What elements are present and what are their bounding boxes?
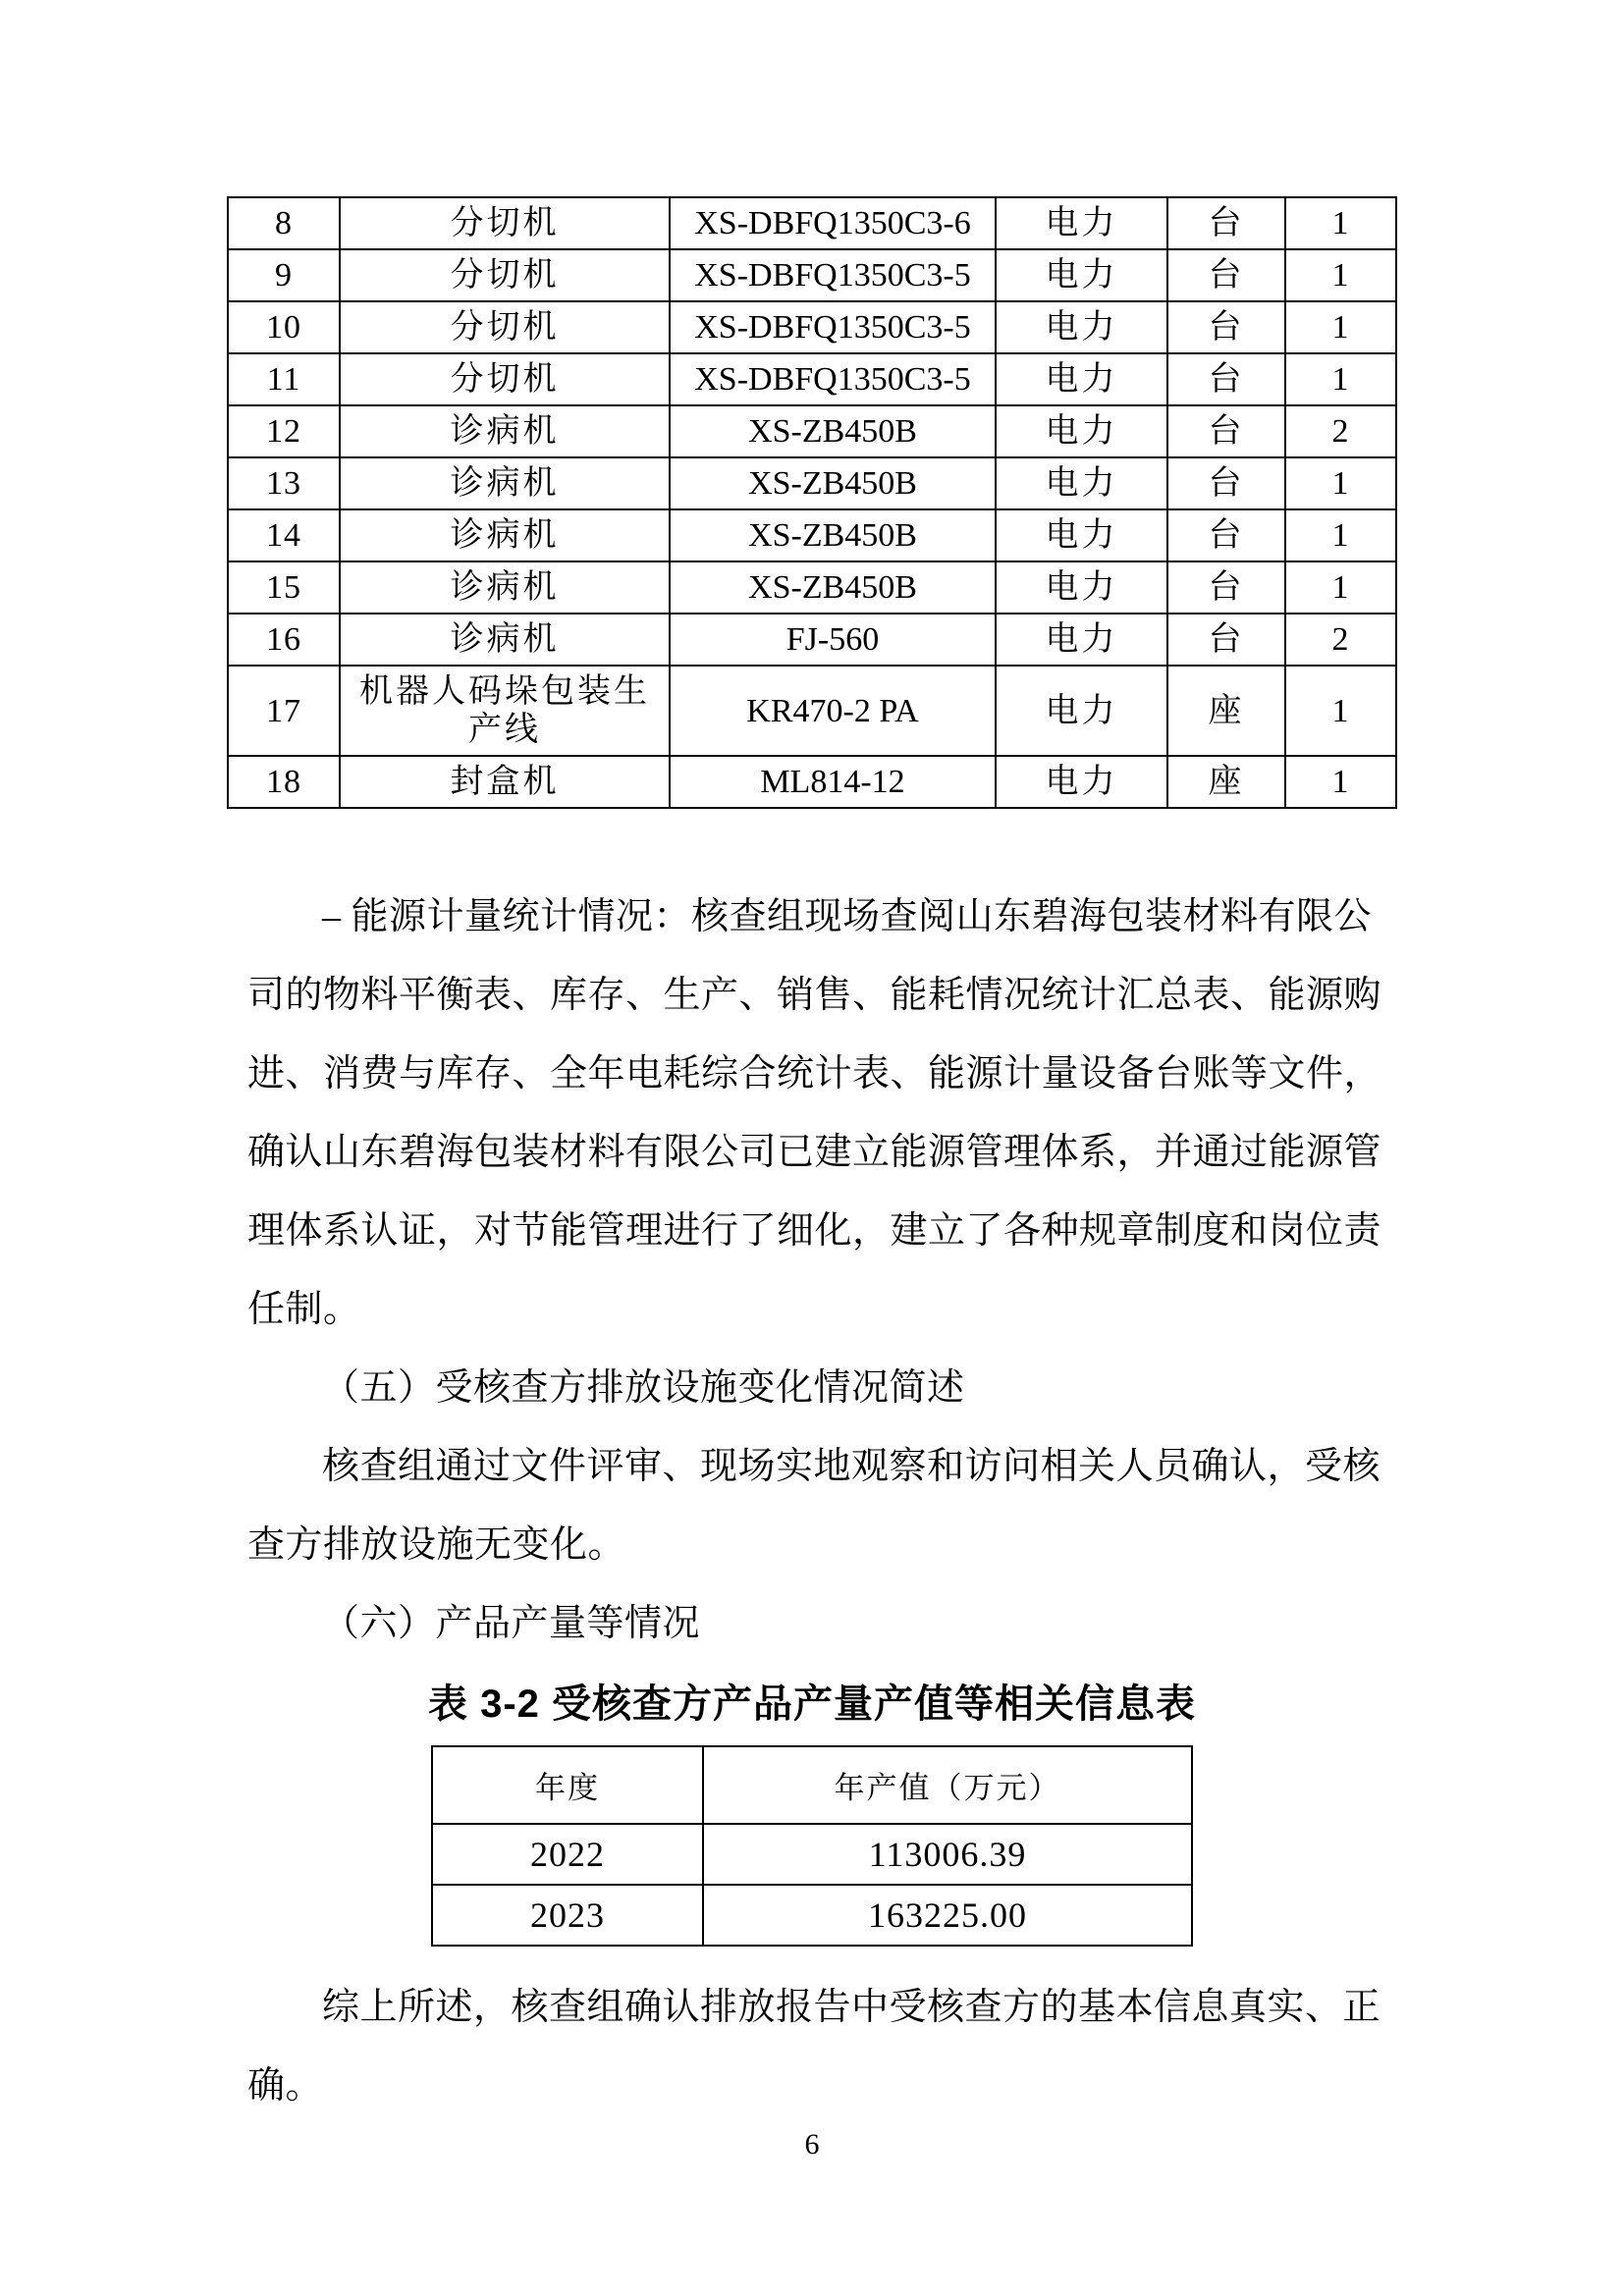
cell-equipment-name: 诊病机	[340, 509, 670, 561]
cell-output-value: 113006.39	[703, 1824, 1192, 1885]
cell-equipment-name: 分切机	[340, 249, 670, 301]
cell-model: XS-ZB450B	[670, 457, 996, 509]
table32-title: 表 3-2 受核查方产品产量产值等相关信息表	[427, 1682, 1197, 1726]
cell-seq: 18	[228, 756, 340, 808]
cell-quantity: 1	[1285, 756, 1396, 808]
cell-model: XS-ZB450B	[670, 405, 996, 457]
table-row	[228, 353, 1396, 405]
cell-quantity: 1	[1285, 353, 1396, 405]
cell-seq: 9	[228, 249, 340, 301]
table-row	[228, 561, 1396, 614]
cell-quantity: 1	[1285, 666, 1396, 756]
cell-quantity: 2	[1285, 614, 1396, 666]
cell-energy-type: 电力	[996, 561, 1167, 614]
cell-model: XS-DBFQ1350C3-5	[670, 249, 996, 301]
cell-energy-type: 电力	[996, 405, 1167, 457]
cell-equipment-name: 封盒机	[340, 756, 670, 808]
cell-unit: 台	[1167, 561, 1285, 614]
cell-energy-type: 电力	[996, 353, 1167, 405]
table-row	[228, 197, 1396, 249]
output-value-table	[431, 1745, 1193, 1947]
table-row	[228, 301, 1396, 353]
cell-model: FJ-560	[670, 614, 996, 666]
cell-model: ML814-12	[670, 756, 996, 808]
paragraph-line: 确。	[247, 2065, 324, 2107]
cell-equipment-name: 诊病机	[340, 614, 670, 666]
cell-energy-type: 电力	[996, 756, 1167, 808]
paragraph-energy-metering	[247, 878, 1382, 1349]
cell-year: 2022	[432, 1824, 703, 1885]
cell-unit: 台	[1167, 301, 1285, 353]
paragraph-line: 查方排放设施无变化。	[247, 1524, 626, 1566]
cell-quantity: 1	[1285, 249, 1396, 301]
table-row	[228, 457, 1396, 509]
paragraph-line: 司的物料平衡表、库存、生产、销售、能耗情况统计汇总表、能源购	[247, 975, 1382, 1016]
paragraph-line: 综上所述，核查组确认排放报告中受核查方的基本信息真实、正	[322, 1987, 1381, 2028]
cell-unit: 台	[1167, 353, 1285, 405]
cell-seq: 8	[228, 197, 340, 249]
page-number: 6	[804, 2128, 820, 2161]
table-row	[228, 405, 1396, 457]
table-row	[228, 509, 1396, 561]
cell-model: XS-DBFQ1350C3-5	[670, 301, 996, 353]
cell-seq: 10	[228, 301, 340, 353]
cell-year: 2023	[432, 1885, 703, 1946]
header-year: 年度	[432, 1746, 703, 1824]
cell-energy-type: 电力	[996, 197, 1167, 249]
cell-seq: 12	[228, 405, 340, 457]
paragraph-line: 进、消费与库存、全年电耗综合统计表、能源计量设备台账等文件，	[247, 1053, 1382, 1095]
cell-quantity: 1	[1285, 457, 1396, 509]
table-row	[432, 1885, 1192, 1946]
closing-paragraph	[247, 1968, 1381, 2125]
table-row	[228, 249, 1396, 301]
cell-quantity: 1	[1285, 197, 1396, 249]
cell-seq: 15	[228, 561, 340, 614]
cell-equipment-name: 分切机	[340, 301, 670, 353]
paragraph-line: 任制。	[247, 1289, 361, 1330]
cell-equipment-name: 诊病机	[340, 457, 670, 509]
table-row	[432, 1824, 1192, 1885]
paragraph-line: 核查组通过文件评审、现场实地观察和访问相关人员确认，受核	[322, 1446, 1381, 1487]
cell-equipment-name: 诊病机	[340, 405, 670, 457]
header-annual-output-value: 年产值（万元）	[703, 1746, 1192, 1824]
cell-quantity: 1	[1285, 301, 1396, 353]
cell-model: XS-DBFQ1350C3-6	[670, 197, 996, 249]
equipment-table	[227, 196, 1397, 809]
table-header-row	[432, 1746, 1192, 1824]
cell-model: KR470-2 PA	[670, 666, 996, 756]
cell-model: XS-DBFQ1350C3-5	[670, 353, 996, 405]
cell-quantity: 1	[1285, 561, 1396, 614]
cell-energy-type: 电力	[996, 614, 1167, 666]
cell-equipment-name: 机器人码垛包装生产线	[340, 666, 670, 756]
cell-energy-type: 电力	[996, 249, 1167, 301]
cell-unit: 台	[1167, 249, 1285, 301]
cell-seq: 14	[228, 509, 340, 561]
cell-equipment-name: 分切机	[340, 353, 670, 405]
cell-unit: 台	[1167, 405, 1285, 457]
cell-seq: 16	[228, 614, 340, 666]
cell-energy-type: 电力	[996, 301, 1167, 353]
cell-equipment-name: 分切机	[340, 197, 670, 249]
cell-unit: 台	[1167, 457, 1285, 509]
section-heading-5: （五）受核查方排放设施变化情况简述	[322, 1367, 965, 1409]
cell-equipment-name: 诊病机	[340, 561, 670, 614]
cell-output-value: 163225.00	[703, 1885, 1192, 1946]
cell-unit: 台	[1167, 509, 1285, 561]
section-6	[247, 1584, 1377, 1663]
cell-unit: 座	[1167, 666, 1285, 756]
cell-energy-type: 电力	[996, 457, 1167, 509]
cell-model: XS-ZB450B	[670, 561, 996, 614]
section-5	[247, 1349, 1381, 1584]
table-row	[228, 666, 1396, 756]
cell-unit: 台	[1167, 614, 1285, 666]
table-row	[228, 614, 1396, 666]
cell-energy-type: 电力	[996, 509, 1167, 561]
cell-model: XS-ZB450B	[670, 509, 996, 561]
cell-seq: 11	[228, 353, 340, 405]
cell-unit: 座	[1167, 756, 1285, 808]
paragraph-line: 理体系认证，对节能管理进行了细化，建立了各种规章制度和岗位责	[247, 1210, 1382, 1252]
cell-quantity: 1	[1285, 509, 1396, 561]
cell-seq: 13	[228, 457, 340, 509]
cell-quantity: 2	[1285, 405, 1396, 457]
paragraph-line: 确认山东碧海包装材料有限公司已建立能源管理体系，并通过能源管	[247, 1132, 1382, 1173]
table-row	[228, 756, 1396, 808]
section-heading-6: （六）产品产量等情况	[322, 1603, 701, 1644]
cell-seq: 17	[228, 666, 340, 756]
cell-unit: 台	[1167, 197, 1285, 249]
cell-energy-type: 电力	[996, 666, 1167, 756]
paragraph-line: – 能源计量统计情况：核查组现场查阅山东碧海包装材料有限公	[322, 896, 1373, 937]
